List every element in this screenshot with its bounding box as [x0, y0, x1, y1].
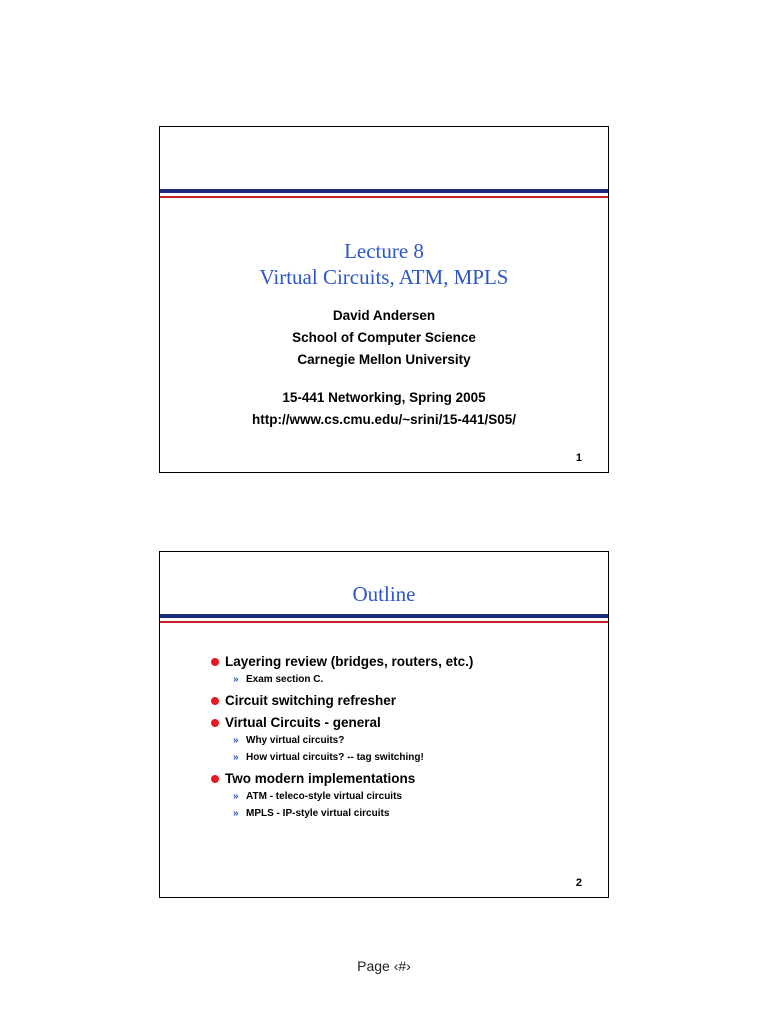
author-info: [160, 305, 608, 431]
bullet-dot-icon: [211, 775, 219, 783]
sub-bullet-text: ATM - teleco-style virtual circuits: [246, 791, 402, 802]
page-footer: Page ‹#›: [357, 958, 411, 974]
sub-bullet-item: [211, 671, 591, 688]
sub-bullet-text: Why virtual circuits?: [246, 735, 345, 746]
bullet-item: [211, 770, 591, 788]
bullet-text: Two modern implementations: [225, 771, 416, 786]
course-name: 15-441 Networking, Spring 2005: [282, 390, 486, 405]
title-line-2: Virtual Circuits, ATM, MPLS: [259, 265, 509, 289]
sub-bullet-text: Exam section C.: [246, 674, 324, 685]
bullet-list: [211, 653, 591, 822]
author-name: David Andersen: [332, 308, 436, 323]
header-rule-blue: [160, 614, 608, 618]
header-rule-red: [160, 196, 608, 198]
bullet-item: [211, 692, 591, 710]
sub-bullet-item: [211, 805, 591, 822]
sub-bullet-item: [211, 788, 591, 805]
university-name: Carnegie Mellon University: [297, 352, 471, 367]
bullet-item: [211, 653, 591, 671]
slide-number: 1: [575, 452, 582, 464]
title-line-1: Lecture 8: [344, 239, 424, 263]
bullet-dot-icon: [211, 658, 219, 666]
slide-title: [160, 238, 608, 290]
slide-2: [159, 551, 609, 898]
chevron-icon: »: [233, 752, 239, 763]
sub-bullet-item: [211, 732, 591, 749]
sub-bullet-text: MPLS - IP-style virtual circuits: [246, 808, 390, 819]
bullet-item: [211, 714, 591, 732]
bullet-text: Layering review (bridges, routers, etc.): [225, 654, 474, 669]
header-rule-blue: [160, 189, 608, 193]
bullet-dot-icon: [211, 719, 219, 727]
course-url: http://www.cs.cmu.edu/~srini/15-441/S05/: [252, 412, 516, 427]
chevron-icon: »: [233, 791, 239, 802]
chevron-icon: »: [233, 674, 239, 685]
chevron-icon: »: [233, 735, 239, 746]
spacer: [160, 371, 608, 387]
slide-1: [159, 126, 609, 473]
sub-bullet-text: How virtual circuits? -- tag switching!: [246, 752, 424, 763]
chevron-icon: »: [233, 808, 239, 819]
slide-title: Outline: [352, 582, 416, 606]
header-rule-red: [160, 621, 608, 623]
bullet-text: Circuit switching refresher: [225, 693, 397, 708]
slide-number: 2: [575, 877, 582, 889]
school-name: School of Computer Science: [292, 330, 476, 345]
bullet-text: Virtual Circuits - general: [225, 715, 381, 730]
sub-bullet-item: [211, 749, 591, 766]
bullet-dot-icon: [211, 697, 219, 705]
